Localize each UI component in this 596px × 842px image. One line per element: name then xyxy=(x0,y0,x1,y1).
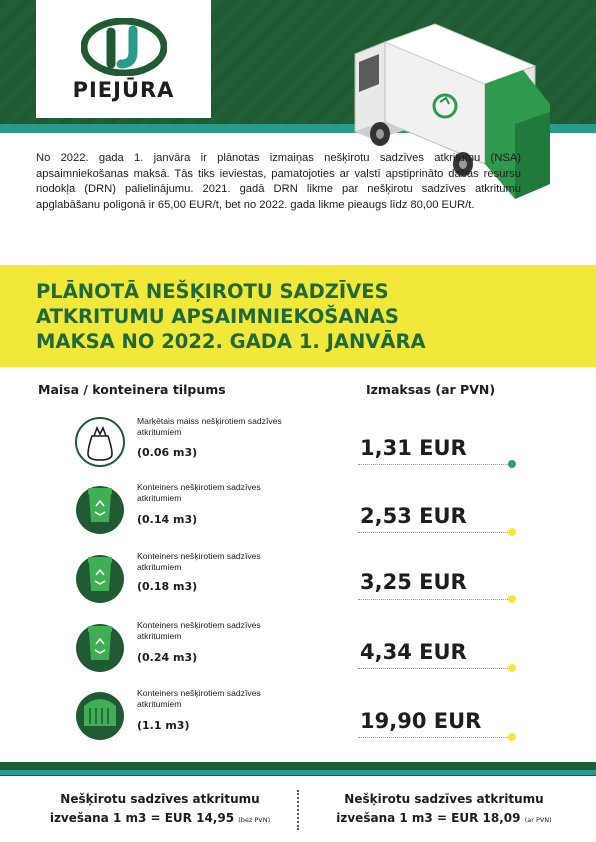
row-volume: (1.1 m3) xyxy=(137,719,190,732)
price-row xyxy=(0,482,596,542)
row-volume: (0.14 m3) xyxy=(137,513,198,526)
row-dot xyxy=(508,733,516,741)
footer-left-note: (bez PVN) xyxy=(238,816,271,824)
price-row xyxy=(0,688,596,748)
row-description: Konteiners nešķirotiem sadzīves atkritumiem xyxy=(137,620,261,641)
large-container-icon xyxy=(74,688,126,742)
row-leader-line xyxy=(358,599,512,600)
row-dot xyxy=(508,460,516,468)
footer-left-line-1: Nešķirotu sadzīves atkritumu xyxy=(60,792,260,806)
row-volume: (0.18 m3) xyxy=(137,580,198,593)
row-dot xyxy=(508,664,516,672)
volume-column-header: Maisa / konteinera tilpums xyxy=(38,382,226,397)
row-price: 2,53 EUR xyxy=(360,504,467,528)
row-description: Konteiners nešķirotiem sadzīves atkritumiem xyxy=(137,482,261,503)
row-price: 4,34 EUR xyxy=(360,640,467,664)
price-row xyxy=(0,416,596,476)
logo-text: PIEJŪRA xyxy=(72,78,175,102)
footer-right-line-2 xyxy=(314,809,574,830)
banner-title-line-3: MAKSA NO 2022. GADA 1. JANVĀRA xyxy=(36,330,426,353)
footer-price-without-vat xyxy=(30,790,290,830)
row-description: Marķētais maiss nešķirotiem sadzīves atkritumiem xyxy=(137,416,282,437)
row-volume: (0.06 m3) xyxy=(137,446,198,459)
row-description: Konteiners nešķirotiem sadzīves atkritumiem xyxy=(137,688,261,709)
bag-icon xyxy=(74,416,126,468)
row-description: Konteiners nešķirotiem sadzīves atkritumiem xyxy=(137,551,261,572)
price-row xyxy=(0,551,596,611)
banner-title xyxy=(36,279,576,354)
footer-right-amount: izvešana 1 m3 = EUR 18,09 xyxy=(336,811,521,825)
row-price: 19,90 EUR xyxy=(360,709,482,733)
row-dot xyxy=(508,528,516,536)
banner-title-line-2: ATKRITUMU APSAIMNIEKOŠANAS xyxy=(36,305,399,328)
footer-left-line-2 xyxy=(30,809,290,830)
bin-icon xyxy=(74,482,126,536)
price-column-header: Izmaksas (ar PVN) xyxy=(366,382,496,397)
intro-paragraph: No 2022. gada 1. janvāra ir plānotas izmaiņas nešķirotu sadzīves atkritumu (NSA) apsaimniekošanas maksā. Tās tiks ieviestas, pamatojoties ar valstī apstiprināto dabas resursu nodokļa (DRN) palielinājumu. 2021. gadā DRN likme par nešķirotu sadzīves atkritumu apglabāšanu poligonā ir 65,00 EUR/t, bet no 2022. gada likme pieaugs līdz 80,00 EUR/t. xyxy=(36,152,521,211)
row-leader-line xyxy=(358,737,512,738)
price-row xyxy=(0,620,596,680)
logo xyxy=(36,0,211,118)
row-price: 1,31 EUR xyxy=(360,436,467,460)
bin-icon xyxy=(74,620,126,674)
row-leader-line xyxy=(358,532,512,533)
row-leader-line xyxy=(358,668,512,669)
row-leader-line xyxy=(358,464,512,465)
footer-stripe xyxy=(0,770,596,775)
footer-right-note: (ar PVN) xyxy=(524,816,552,824)
row-volume: (0.24 m3) xyxy=(137,651,198,664)
footer-price-with-vat xyxy=(314,790,574,830)
row-dot xyxy=(508,595,516,603)
logo-mark-icon xyxy=(81,18,167,76)
banner-title-line-1: PLĀNOTĀ NEŠĶIROTU SADZĪVES xyxy=(36,280,389,303)
footer-divider xyxy=(297,790,299,830)
footer-right-line-1: Nešķirotu sadzīves atkritumu xyxy=(344,792,544,806)
bin-icon xyxy=(74,551,126,605)
footer-left-amount: izvešana 1 m3 = EUR 14,95 xyxy=(49,811,235,825)
title-banner xyxy=(0,265,596,367)
row-price: 3,25 EUR xyxy=(360,570,467,594)
